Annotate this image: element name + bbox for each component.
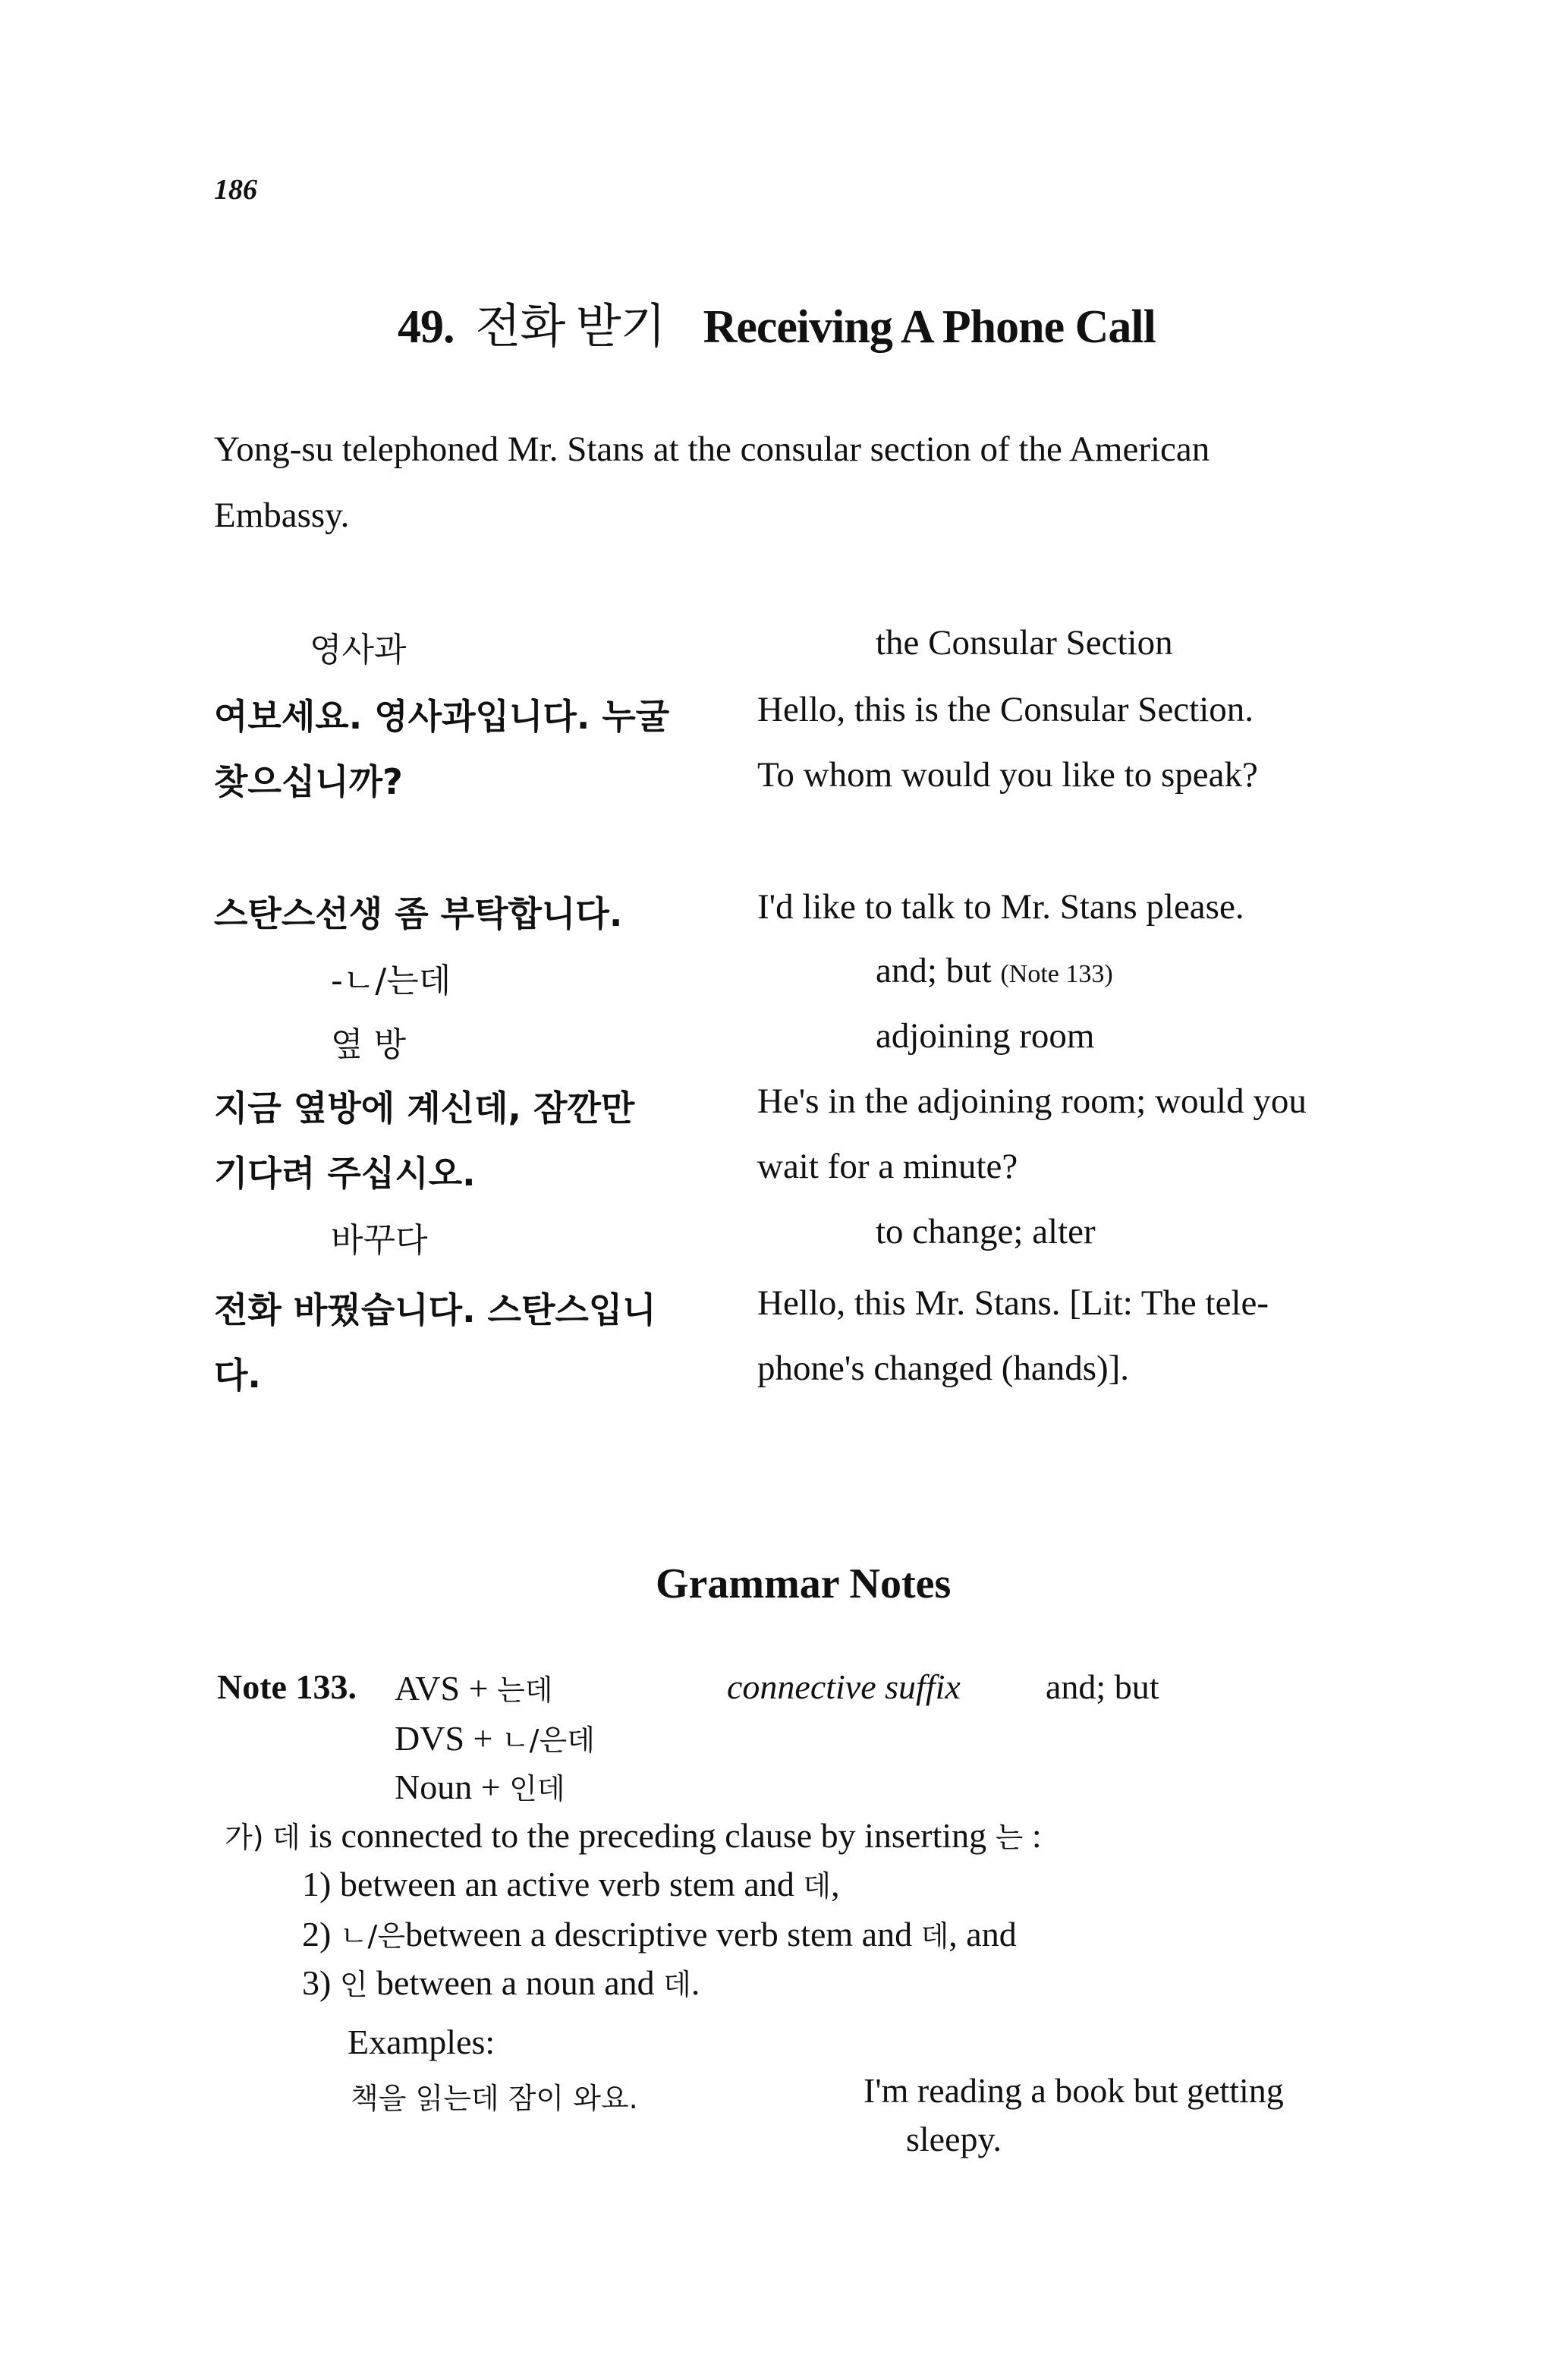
dialogue-kr: 바꾸다: [331, 1221, 428, 1260]
suffix-meaning: and; but: [1046, 1667, 1159, 1706]
dialogue-en: phone's changed (hands)].: [757, 1349, 1130, 1388]
ga-marker: 가): [225, 1821, 264, 1854]
dialogue-en: I'd like to talk to Mr. Stans please.: [757, 887, 1244, 927]
dialogue-kr: 옆 방: [331, 1025, 406, 1064]
page-number: 186: [214, 174, 257, 206]
intro-line-2: Embassy.: [214, 496, 350, 535]
ga-line: 가) 데 is connected to the preceding clause by inserting 는 :: [225, 1816, 1042, 1855]
dialogue-kr: -ㄴ/는데: [331, 962, 451, 1000]
dialogue-kr: 기다려 주십시오.: [214, 1153, 476, 1194]
form-noun: Noun + 인데: [395, 1768, 565, 1806]
example-korean: 책을 읽는데 잠이 와요.: [351, 2082, 638, 2115]
dialogue-kr: 전화 바꿨습니다. 스탄스입니: [214, 1289, 656, 1330]
dialogue-kr: 찾으십니까?: [214, 761, 403, 802]
dialogue-kr: 지금 옆방에 계신데, 잠깐만: [214, 1088, 635, 1129]
intro-line-1: Yong-su telephoned Mr. Stans at the consular section of the American: [214, 430, 1210, 469]
form-kr: 는데: [497, 1673, 553, 1707]
lesson-korean-title: 전화 받기: [475, 301, 665, 353]
form-avs: AVS + 는데: [395, 1669, 553, 1708]
dialogue-kr: 여보세요. 영사과입니다. 누굴: [214, 696, 670, 737]
form-dvs: DVS + ㄴ/은데: [395, 1719, 595, 1758]
list-item: 2) ㄴ/은between a descriptive verb stem and 데, and: [302, 1915, 1017, 1953]
dialogue-en: [876, 950, 1113, 991]
examples-label: Examples:: [348, 2023, 495, 2061]
form-kr: 인데: [509, 1772, 565, 1805]
list-item: 1) between an active verb stem and 데,: [302, 1865, 840, 1903]
dialogue-en: to change; alter: [876, 1212, 1096, 1251]
note-label: Note 133.: [217, 1667, 357, 1706]
example-english-cont: sleepy.: [906, 2120, 1002, 2158]
dialogue-en: Hello, this Mr. Stans. [Lit: The tele-: [757, 1283, 1269, 1323]
lesson-title: [398, 288, 1156, 356]
note-reference: (Note 133): [1000, 960, 1113, 988]
dialogue-en: He's in the adjoining room; would you: [757, 1081, 1307, 1121]
dialogue-en-text: and; but: [876, 951, 992, 990]
lesson-english-title: Receiving A Phone Call: [703, 301, 1156, 353]
dialogue-kr: 스탄스선생 좀 부탁합니다.: [214, 893, 623, 934]
dialogue-kr: 다.: [214, 1355, 261, 1396]
list-item: 3) 인 between a noun and 데.: [302, 1963, 700, 2002]
dialogue-en: wait for a minute?: [757, 1147, 1018, 1186]
dialogue-en: To whom would you like to speak?: [757, 755, 1258, 795]
form-kr: ㄴ/은데: [501, 1724, 595, 1757]
dialogue-en: the Consular Section: [876, 623, 1173, 663]
dialogue-kr: 영사과: [310, 631, 407, 669]
grammar-notes-heading: Grammar Notes: [656, 1560, 952, 1607]
dialogue-en: Hello, this is the Consular Section.: [757, 690, 1254, 729]
suffix-type: connective suffix: [727, 1667, 961, 1706]
dialogue-en: adjoining room: [876, 1016, 1095, 1056]
example-english: I'm reading a book but getting: [864, 2071, 1284, 2110]
lesson-number: 49.: [398, 301, 455, 353]
